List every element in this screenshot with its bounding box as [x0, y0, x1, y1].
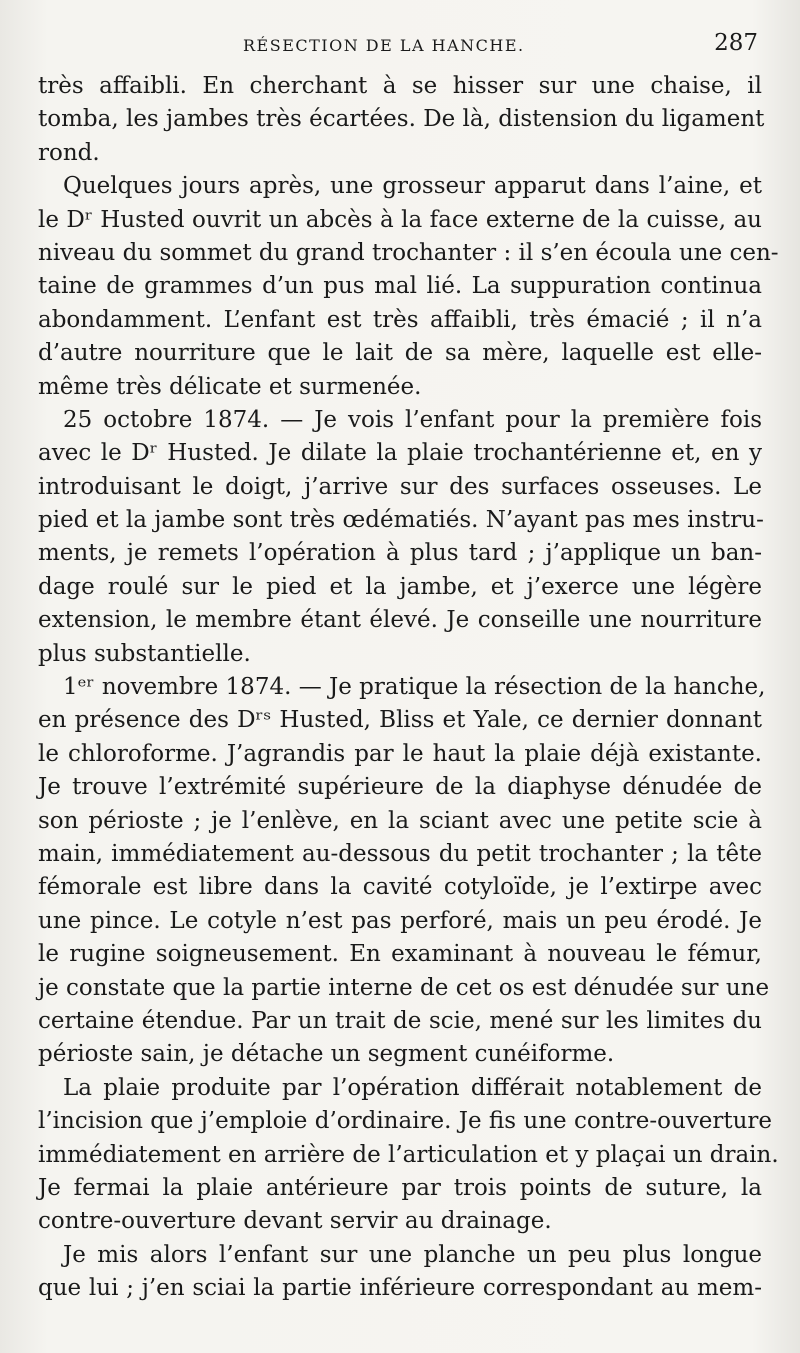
text-line: l’incision que j’emploie d’ordinaire. Je fis une contre-ouverture	[38, 1108, 773, 1135]
text-line: niveau du sommet du grand trochanter : il s’en écoula une cen-	[38, 239, 779, 266]
text-line: taine de grammes d’un pus mal lié. La suppuration continua	[38, 273, 762, 300]
text-line: rond.	[38, 139, 100, 166]
text-line: je constate que la partie interne de cet os est dénudée sur une	[38, 974, 770, 1001]
text-line: le rugine soigneusement. En examinant à nouveau le fémur,	[38, 941, 762, 968]
text-line: plus substantielle.	[38, 640, 251, 667]
text-line: très affaibli. En cherchant à se hisser sur une chaise, il	[38, 73, 762, 99]
text-line: contre-ouverture devant servir au drainage.	[38, 1208, 552, 1235]
text-line: Je trouve l’extrémité supérieure de la diaphyse dénudée de	[38, 774, 762, 801]
text-line: ments, je remets l’opération à plus tard ; j’applique un ban-	[38, 540, 762, 567]
text-line: certaine étendue. Par un trait de scie, mené sur les limites du	[38, 1007, 762, 1034]
text-line: 25 octobre 1874. — Je vois l’enfant pour la première fois	[63, 406, 762, 433]
page-header	[38, 30, 758, 64]
text-line: Je mis alors l’enfant sur une planche un peu plus longue	[63, 1241, 762, 1268]
text-line: pied et la jambe sont très œdématiés. N’ayant pas mes instru-	[38, 507, 764, 534]
text-line: immédiatement en arrière de l’articulation et y plaçai un drain.	[38, 1141, 779, 1168]
text-line: tomba, les jambes très écartées. De là, distension du ligament	[38, 106, 765, 133]
text-line: en présence des Dʳˢ Husted, Bliss et Yale, ce dernier donnant	[38, 707, 762, 734]
text-line: même très délicate et surmenée.	[38, 373, 422, 400]
text-line: fémorale est libre dans la cavité cotyloïde, je l’extirpe avec	[38, 874, 762, 901]
page-number: 287	[714, 30, 758, 56]
text-line: 1ᵉʳ novembre 1874. — Je pratique la résection de la hanche,	[63, 674, 766, 701]
body-text	[38, 70, 779, 1305]
running-head: RÉSECTION DE LA HANCHE.	[243, 36, 525, 55]
text-line: introduisant le doigt, j’arrive sur des surfaces osseuses. Le	[38, 473, 762, 500]
text-line: périoste sain, je détache un segment cunéiforme.	[38, 1041, 615, 1068]
text-line: La plaie produite par l’opération différait notablement de	[63, 1074, 762, 1101]
text-line: son périoste ; je l’enlève, en la sciant avec une petite scie à	[38, 807, 762, 834]
text-line: Je fermai la plaie antérieure par trois points de suture, la	[38, 1174, 762, 1201]
text-line: main, immédiatement au-dessous du petit trochanter ; la tête	[38, 840, 762, 867]
text-line: d’autre nourriture que le lait de sa mère, laquelle est elle-	[38, 340, 762, 367]
text-line: le Dʳ Husted ouvrit un abcès à la face externe de la cuisse, au	[38, 206, 762, 233]
text-line: avec le Dʳ Husted. Je dilate la plaie trochantérienne et, en y	[38, 440, 762, 467]
text-line: le chloroforme. J’agrandis par le haut la plaie déjà existante.	[38, 740, 762, 767]
text-line: abondamment. L’enfant est très affaibli, très émacié ; il n’a	[38, 306, 762, 333]
text-line: Quelques jours après, une grosseur apparut dans l’aine, et	[63, 173, 762, 200]
text-line: extension, le membre étant élevé. Je conseille une nourriture	[38, 607, 762, 634]
text-line: dage roulé sur le pied et la jambe, et j’exerce une légère	[38, 573, 762, 600]
text-line: une pince. Le cotyle n’est pas perforé, mais un peu érodé. Je	[38, 907, 762, 934]
text-line: que lui ; j’en sciai la partie inférieure correspondant au mem-	[38, 1275, 762, 1302]
